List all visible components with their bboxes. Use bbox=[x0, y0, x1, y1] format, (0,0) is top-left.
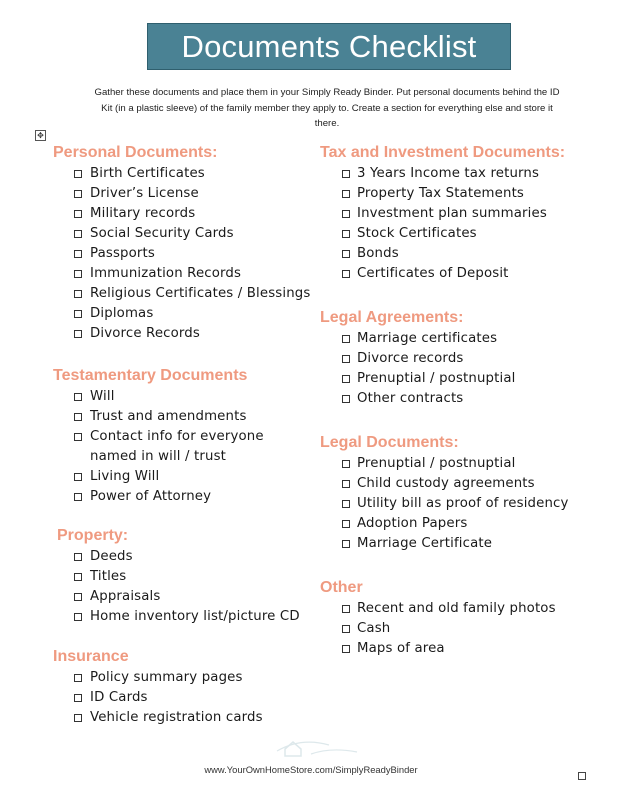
checklist bbox=[53, 668, 315, 728]
checklist-item[interactable]: Immunization Records bbox=[53, 264, 315, 284]
checklist-item[interactable]: Vehicle registration cards bbox=[53, 708, 315, 728]
checklist-item[interactable]: Trust and amendments bbox=[53, 407, 315, 427]
checkbox-icon[interactable] bbox=[74, 593, 82, 601]
checklist-item[interactable]: Utility bill as proof of residency bbox=[320, 494, 590, 514]
checklist-item[interactable]: Other contracts bbox=[320, 389, 590, 409]
section-legal-documents bbox=[320, 432, 590, 554]
checklist-item[interactable]: Religious Certificates / Blessings bbox=[53, 284, 315, 304]
checkbox-icon[interactable] bbox=[74, 210, 82, 218]
page-marker-icon bbox=[578, 772, 586, 780]
watermark-logo bbox=[271, 735, 363, 759]
checkbox-icon[interactable] bbox=[74, 250, 82, 258]
checklist-item[interactable]: Certificates of Deposit bbox=[320, 264, 590, 284]
section-heading: Personal Documents: bbox=[53, 144, 218, 161]
section-legal-agreements bbox=[320, 307, 590, 409]
checkbox-icon[interactable] bbox=[74, 613, 82, 621]
table-move-handle-icon[interactable]: ✥ bbox=[35, 130, 46, 141]
section-heading: Property: bbox=[57, 527, 129, 544]
checkbox-icon[interactable] bbox=[342, 540, 350, 548]
checklist-item[interactable]: Bonds bbox=[320, 244, 590, 264]
checkbox-icon[interactable] bbox=[74, 310, 82, 318]
section-personal-documents bbox=[53, 142, 315, 344]
checklist bbox=[320, 454, 590, 554]
checkbox-icon[interactable] bbox=[74, 694, 82, 702]
section-insurance bbox=[53, 646, 315, 728]
checklist-item[interactable]: Driver’s License bbox=[53, 184, 315, 204]
checkbox-icon[interactable] bbox=[342, 335, 350, 343]
checkbox-icon[interactable] bbox=[74, 433, 82, 441]
checkbox-icon[interactable] bbox=[74, 553, 82, 561]
checkbox-icon[interactable] bbox=[74, 714, 82, 722]
checkbox-icon[interactable] bbox=[342, 605, 350, 613]
section-heading: Insurance bbox=[53, 648, 129, 665]
checkbox-icon[interactable] bbox=[74, 473, 82, 481]
checklist-item[interactable]: Child custody agreements bbox=[320, 474, 590, 494]
section-testamentary-documents bbox=[53, 365, 315, 507]
checkbox-icon[interactable] bbox=[74, 393, 82, 401]
checkbox-icon[interactable] bbox=[74, 190, 82, 198]
checkbox-icon[interactable] bbox=[74, 413, 82, 421]
checkbox-icon[interactable] bbox=[342, 375, 350, 383]
checklist bbox=[53, 547, 315, 627]
checklist bbox=[320, 599, 590, 659]
checklist-item[interactable]: Adoption Papers bbox=[320, 514, 590, 534]
checklist-item[interactable]: Policy summary pages bbox=[53, 668, 315, 688]
section-tax-investment-documents bbox=[320, 142, 590, 284]
left-column bbox=[53, 142, 315, 728]
checkbox-icon[interactable] bbox=[342, 480, 350, 488]
checkbox-icon[interactable] bbox=[342, 230, 350, 238]
page-title: Documents Checklist bbox=[181, 28, 477, 64]
checkbox-icon[interactable] bbox=[342, 625, 350, 633]
checkbox-icon[interactable] bbox=[74, 330, 82, 338]
checkbox-icon[interactable] bbox=[74, 493, 82, 501]
checklist-item[interactable]: Diplomas bbox=[53, 304, 315, 324]
section-other bbox=[320, 577, 590, 659]
checkbox-icon[interactable] bbox=[342, 355, 350, 363]
checklist bbox=[53, 164, 315, 344]
checklist-item[interactable]: Cash bbox=[320, 619, 590, 639]
checklist bbox=[53, 387, 315, 507]
checkbox-icon[interactable] bbox=[74, 674, 82, 682]
section-heading: Legal Agreements: bbox=[320, 309, 464, 326]
checklist-item[interactable]: Contact info for everyone named in will / trust bbox=[53, 427, 280, 467]
checkbox-icon[interactable] bbox=[342, 460, 350, 468]
checkbox-icon[interactable] bbox=[74, 290, 82, 298]
section-heading: Testamentary Documents bbox=[53, 367, 248, 384]
checklist-item[interactable]: Marriage Certificate bbox=[320, 534, 590, 554]
checkbox-icon[interactable] bbox=[74, 270, 82, 278]
checklist-item[interactable]: Investment plan summaries bbox=[320, 204, 590, 224]
checkbox-icon[interactable] bbox=[342, 500, 350, 508]
checklist-item[interactable]: Passports bbox=[53, 244, 315, 264]
checklist-item[interactable]: Living Will bbox=[53, 467, 315, 487]
checklist-item[interactable]: Military records bbox=[53, 204, 315, 224]
checkbox-icon[interactable] bbox=[342, 170, 350, 178]
checkbox-icon[interactable] bbox=[342, 395, 350, 403]
checkbox-icon[interactable] bbox=[342, 270, 350, 278]
checkbox-icon[interactable] bbox=[342, 250, 350, 258]
checkbox-icon[interactable] bbox=[74, 170, 82, 178]
right-column bbox=[320, 142, 590, 659]
checklist-item[interactable]: Power of Attorney bbox=[53, 487, 315, 507]
section-property bbox=[57, 525, 315, 627]
checklist-item[interactable]: Property Tax Statements bbox=[320, 184, 590, 204]
checklist bbox=[320, 164, 590, 284]
checklist-item[interactable]: Birth Certificates bbox=[53, 164, 315, 184]
checkbox-icon[interactable] bbox=[74, 230, 82, 238]
checklist-item[interactable]: Will bbox=[53, 387, 315, 407]
intro-text: Gather these documents and place them in your Simply Ready Binder. Put personal documents behind the ID Kit (in a plastic sleeve) of the family member they apply to. Create a section for everything else and store it there. bbox=[94, 87, 560, 129]
checklist-item[interactable]: Stock Certificates bbox=[320, 224, 590, 244]
checklist-item[interactable]: Recent and old family photos bbox=[320, 599, 590, 619]
checklist-item[interactable]: Divorce records bbox=[320, 349, 590, 369]
checklist-item[interactable]: Marriage certificates bbox=[320, 329, 590, 349]
title-banner bbox=[147, 23, 511, 70]
checklist-item[interactable]: Divorce Records bbox=[53, 324, 315, 344]
checklist bbox=[320, 329, 590, 409]
checkbox-icon[interactable] bbox=[342, 190, 350, 198]
checklist-item[interactable]: Titles bbox=[53, 567, 315, 587]
checklist-item[interactable]: Prenuptial / postnuptial bbox=[320, 369, 590, 389]
checklist-item[interactable]: Social Security Cards bbox=[53, 224, 315, 244]
checklist-item[interactable]: Prenuptial / postnuptial bbox=[320, 454, 590, 474]
section-heading: Other bbox=[320, 579, 363, 596]
section-heading: Legal Documents: bbox=[320, 434, 459, 451]
checklist-item[interactable]: 3 Years Income tax returns bbox=[320, 164, 590, 184]
checklist-item[interactable]: Maps of area bbox=[320, 639, 590, 659]
section-heading: Tax and Investment Documents: bbox=[320, 144, 566, 161]
checkbox-icon[interactable] bbox=[342, 210, 350, 218]
checklist-item[interactable]: Deeds bbox=[53, 547, 315, 567]
footer-url[interactable]: www.YourOwnHomeStore.com/SimplyReadyBinder bbox=[204, 764, 418, 775]
checkbox-icon[interactable] bbox=[74, 573, 82, 581]
checklist-item[interactable]: Appraisals bbox=[53, 587, 315, 607]
checklist-item[interactable]: ID Cards bbox=[53, 688, 315, 708]
checklist-item[interactable]: Home inventory list/picture CD bbox=[53, 607, 315, 627]
checkbox-icon[interactable] bbox=[342, 645, 350, 653]
checkbox-icon[interactable] bbox=[342, 520, 350, 528]
